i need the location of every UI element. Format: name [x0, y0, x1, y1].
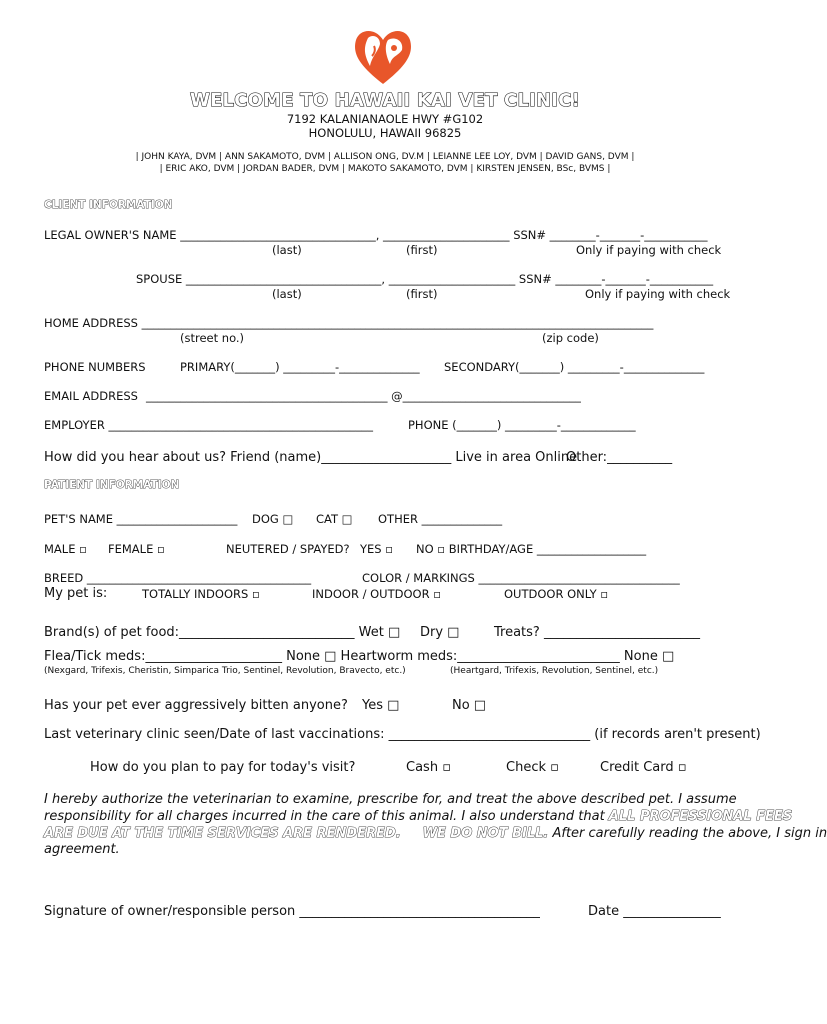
- employer-phone-field[interactable]: PHONE (_______) _________-_____________: [408, 418, 636, 432]
- employer-field[interactable]: EMPLOYER ______________________________________________: [44, 418, 373, 432]
- flea-examples: (Nexgard, Trifexis, Cheristin, Simparica Trio, Sentinel, Revolution, Bravecto, etc.): [44, 666, 406, 676]
- referral-other-field[interactable]: Other:__________: [566, 450, 673, 465]
- address-line-1: 7192 KALANIANAOLE HWY #G102: [286, 112, 484, 126]
- doctors-line-2: | ERIC AKO, DVM | JORDAN BADER, DVM | MAKOTO SAKAMOTO, DVM | KIRSTEN JENSEN, BSc, BVMS |: [159, 164, 611, 174]
- outdoor-only-checkbox[interactable]: OUTDOOR ONLY ▫: [504, 587, 609, 601]
- owner-first-caption: (first): [406, 243, 438, 257]
- authorization-line-3: [44, 825, 827, 842]
- owner-name-field[interactable]: LEGAL OWNER'S NAME __________________________________, ______________________ SSN# ________-_______-___________: [44, 228, 708, 242]
- authorization-line-2-text: responsibility for all charges incurred in the care of this animal. I also understand that: [44, 809, 609, 824]
- primary-phone-field[interactable]: PRIMARY(_______) _________-______________: [180, 360, 420, 374]
- date-field[interactable]: Date _______________: [588, 904, 721, 919]
- ssn-note: Only if paying with check: [576, 243, 722, 257]
- bitten-question: Has your pet ever aggressively bitten anyone?: [44, 698, 348, 713]
- color-markings-field[interactable]: COLOR / MARKINGS ___________________________________: [362, 571, 680, 585]
- totally-indoors-checkbox[interactable]: TOTALLY INDOORS ▫: [142, 587, 260, 601]
- authorization-line-3-text: After carefully reading the above, I sign in: [548, 826, 827, 841]
- secondary-phone-field[interactable]: SECONDARY(_______) _________-______________: [444, 360, 705, 374]
- heart-pet-logo-icon: [350, 26, 416, 86]
- home-address-field[interactable]: HOME ADDRESS _________________________________________________________________________________________: [44, 316, 654, 330]
- breed-field[interactable]: BREED _______________________________________: [44, 571, 312, 585]
- indoor-outdoor-checkbox[interactable]: INDOOR / OUTDOOR ▫: [312, 587, 442, 601]
- pet-food-brands-field[interactable]: Brand(s) of pet food:___________________________ Wet □: [44, 625, 401, 640]
- authorization-line-4: agreement.: [44, 842, 120, 857]
- bitten-yes-checkbox[interactable]: Yes □: [362, 698, 400, 713]
- cat-checkbox[interactable]: CAT □: [316, 512, 353, 526]
- spouse-ssn-note: Only if paying with check: [585, 287, 731, 301]
- dog-checkbox[interactable]: DOG □: [252, 512, 294, 526]
- doctors-line-1: | JOHN KAYA, DVM | ANN SAKAMOTO, DVM | ALLISON ONG, DV.M | LEIANNE LEE LOY, DVM | DAVID GANS, DVM |: [135, 152, 635, 162]
- owner-last-caption: (last): [272, 243, 302, 257]
- professional-fees-emphasis: ALL PROFESSIONAL FEES: [608, 809, 793, 824]
- address-line-2: HONOLULU, HAWAII 96825: [308, 126, 462, 140]
- heartworm-examples: (Heartgard, Trifexis, Revolution, Sentinel, etc.): [450, 666, 659, 676]
- cash-checkbox[interactable]: Cash ▫: [406, 760, 451, 775]
- street-no-caption: (street no.): [180, 331, 245, 345]
- email-field[interactable]: __________________________________________ @_______________________________: [146, 389, 581, 403]
- other-species-field[interactable]: OTHER ______________: [378, 512, 503, 526]
- bitten-no-checkbox[interactable]: No □: [452, 698, 487, 713]
- referral-question[interactable]: How did you hear about us? Friend (name)____________________ Live in area Online: [44, 450, 578, 465]
- spouse-name-field[interactable]: SPOUSE __________________________________, ______________________ SSN# ________-_______-___________: [136, 272, 714, 286]
- pet-name-field[interactable]: PET'S NAME _____________________: [44, 512, 238, 526]
- authorization-line-1: I hereby authorize the veterinarian to examine, prescribe for, and treat the above described pet. I assume: [44, 792, 737, 807]
- female-checkbox[interactable]: FEMALE ▫: [108, 542, 165, 556]
- page-title: WELCOME TO HAWAII KAI VET CLINIC!: [189, 90, 581, 111]
- spouse-first-caption: (first): [406, 287, 438, 301]
- my-pet-is-label: My pet is:: [44, 586, 108, 601]
- email-label: EMAIL ADDRESS: [44, 389, 138, 403]
- signature-field[interactable]: Signature of owner/responsible person _____________________________________: [44, 904, 540, 919]
- payment-question: How do you plan to pay for today's visit?: [90, 760, 356, 775]
- last-clinic-field[interactable]: Last veterinary clinic seen/Date of last vaccinations: _______________________________ (if records aren't present): [44, 727, 761, 742]
- credit-card-checkbox[interactable]: Credit Card ▫: [600, 760, 687, 775]
- no-bill-emphasis: WE DO NOT BILL.: [422, 826, 549, 841]
- neutered-label: NEUTERED / SPAYED?: [226, 542, 350, 556]
- phone-numbers-label: PHONE NUMBERS: [44, 360, 146, 374]
- spouse-last-caption: (last): [272, 287, 302, 301]
- birthday-age-field[interactable]: NO ▫ BIRTHDAY/AGE ___________________: [416, 542, 647, 556]
- patient-section-title: PATIENT INFORMATION: [44, 479, 180, 491]
- flea-heartworm-meds-field[interactable]: Flea/Tick meds:_____________________ None □ Heartworm meds:_________________________ None □: [44, 649, 675, 664]
- authorization-line-2: [44, 808, 792, 825]
- male-checkbox[interactable]: MALE ▫: [44, 542, 87, 556]
- zip-code-caption: (zip code): [542, 331, 599, 345]
- fees-due-emphasis: ARE DUE AT THE TIME SERVICES ARE RENDERED.: [44, 826, 401, 841]
- treats-field[interactable]: Treats? ________________________: [494, 625, 700, 640]
- check-checkbox[interactable]: Check ▫: [506, 760, 559, 775]
- dry-checkbox[interactable]: Dry □: [420, 625, 460, 640]
- client-section-title: CLIENT INFORMATION: [44, 199, 173, 211]
- neutered-yes-checkbox[interactable]: YES ▫: [360, 542, 394, 556]
